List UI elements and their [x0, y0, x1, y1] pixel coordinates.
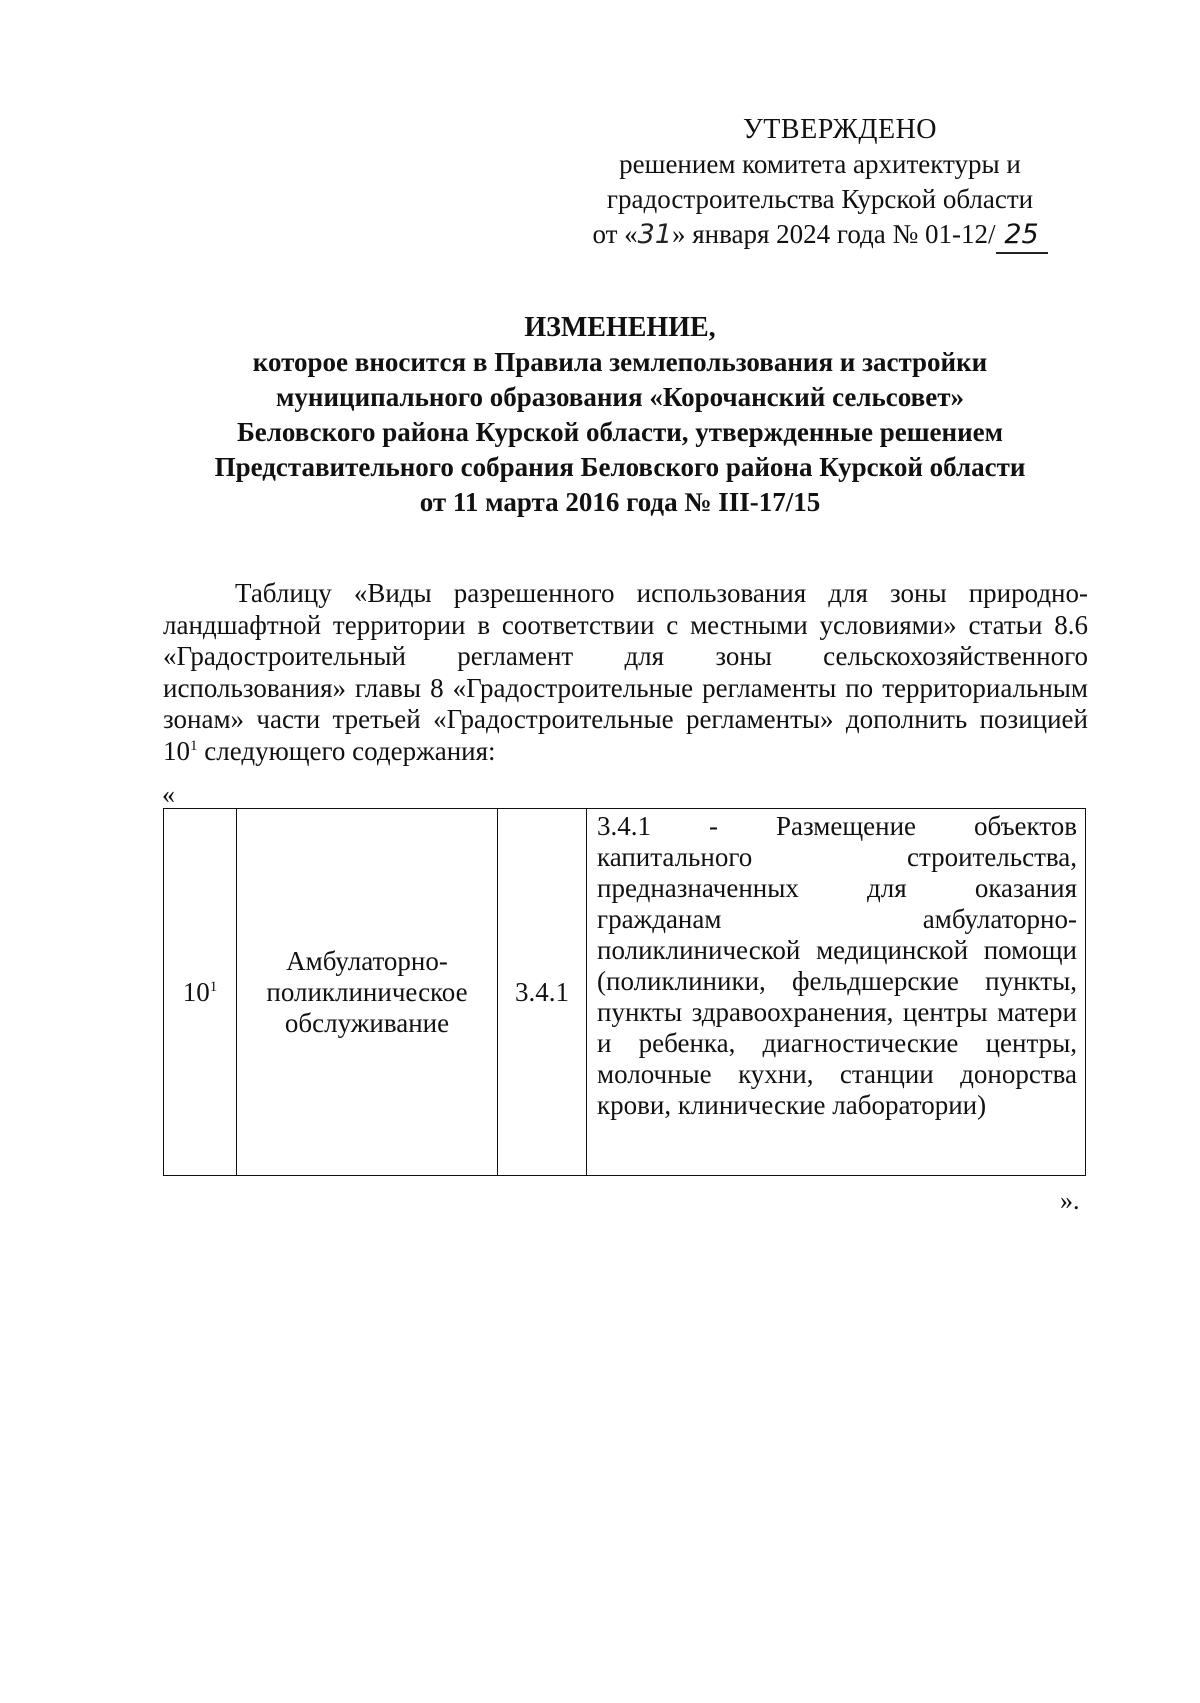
cell-use-code: 3.4.1	[498, 809, 587, 1176]
title-line-4: Представительного собрания Беловского района Курской области	[214, 452, 1026, 482]
title-heading: ИЗМЕНЕНИЕ,	[524, 312, 716, 343]
cell-use-name	[237, 809, 498, 1176]
opening-quote: «	[162, 780, 175, 809]
paragraph-superscript: 1	[190, 737, 198, 754]
approval-date-line	[560, 217, 1080, 254]
position-number: 10	[182, 976, 210, 1007]
approval-date-prefix: от «	[592, 219, 638, 249]
cell-use-description: 3.4.1 - Размещение объектов капитального строительства, предназначенных для оказания гражданам амбулаторно-поликлинической медицинской помощи (поликлиники, фельдшерские пункты, пункты здравоохранения, центры матери и ребенка, диагностические центры, молочные кухни, станции донорства крови, клинические лаборатории)	[587, 809, 1086, 1176]
body-paragraph	[163, 578, 1088, 767]
use-name-line-1: Амбулаторно-	[286, 945, 448, 976]
closing-quote: ».	[1060, 1186, 1080, 1215]
cell-position-number	[164, 809, 237, 1176]
use-name-line-2: поликлиническое	[266, 976, 468, 1007]
paragraph-tail-text: следующего содержания:	[197, 735, 496, 766]
use-name-line-3: обслуживание	[284, 1007, 450, 1038]
paragraph-main-text: Таблицу «Виды разрешенного использования для зоны природно-ландшафтной территории в соответствии с местными условиями» статьи 8.6 «Градостроительный регламент для зоны сельскохозяйственного использования» главы 8 «Градостроительные регламенты по территориальным зонам» части третьей «Градостроительные регламенты» дополнить позицией 10	[163, 578, 1088, 766]
title-line-3: Беловского района Курской области, утвержденные решением	[236, 417, 1004, 447]
position-number-superscript: 1	[209, 978, 218, 995]
approval-document-number: 25	[996, 217, 1048, 254]
approval-line-2: градостроительства Курской области	[606, 184, 1034, 214]
document-title	[140, 310, 1100, 520]
title-line-5: от 11 марта 2016 года № III-17/15	[419, 487, 821, 517]
title-line-2: муниципального образования «Корочанский сельсовет»	[276, 382, 964, 412]
approval-line-1: решением комитета архитектуры и	[619, 149, 1021, 179]
approval-title: УТВЕРЖДЕНО	[742, 114, 938, 145]
approval-date-day: 31	[637, 219, 673, 250]
approval-date-mid: » января 2024 года № 01-12/	[672, 219, 996, 249]
title-line-1: которое вносится в Правила землепользования и застройки	[252, 347, 988, 377]
approval-block	[560, 112, 1080, 254]
amendment-table	[163, 808, 1086, 1176]
table-row	[164, 809, 1086, 1176]
